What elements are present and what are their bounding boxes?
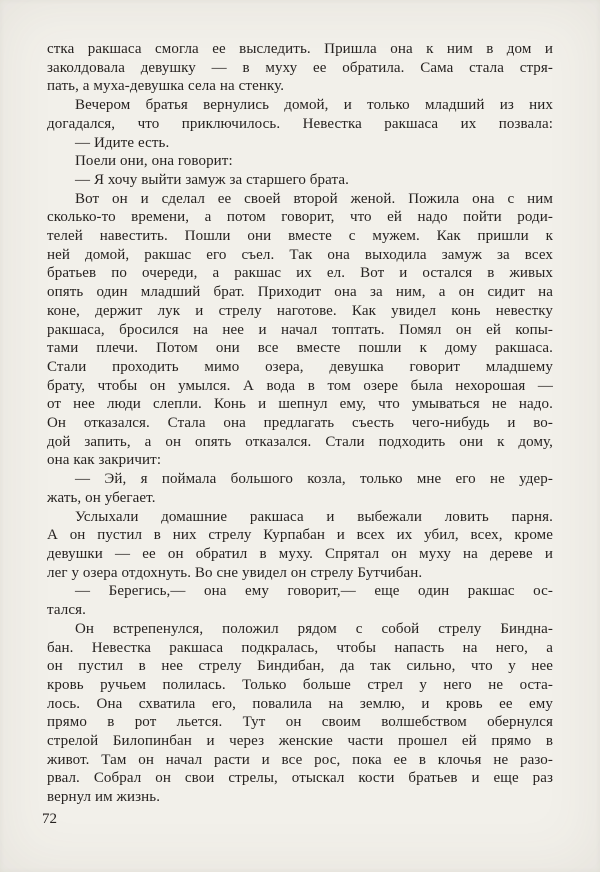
text-line: сколько-то времени, а потом говорит, что ей надо пойти роди- — [47, 209, 553, 226]
text-line: от нее люди слепли. Конь и шепнул ему, что умываться не надо. — [47, 396, 553, 413]
text-line: Поели они, она говорит: — [75, 153, 233, 170]
paragraph — [47, 171, 553, 190]
text-line: брату, чтобы он умылся. А вода в том озере была нехорошая — — [47, 377, 553, 394]
text-line: Стали проходить мимо озера, девушка говорит младшему — [47, 358, 553, 375]
text-line: ракшаса, бросился на нее и начал топтать. Помял он ей копы- — [47, 321, 553, 338]
text-line: Услыхали домашние ракшаса и выбежали ловить парня. — [75, 508, 553, 525]
text-line: опять один младший брат. Приходит она за ним, а он сидит на — [47, 284, 553, 301]
page-number: 72 — [42, 811, 57, 827]
text-line: Он встрепенулся, положил рядом с собой стрелу Биндна- — [75, 620, 553, 637]
text-line: прямо в рот льется. Тут он своим волшебством обернулся — [47, 714, 553, 731]
text-line: дой запить, а он опять отказался. Стали подходить они к дому, — [47, 433, 553, 450]
text-line: бан. Невестка ракшаса подкралась, чтобы напасть на него, а — [47, 639, 553, 656]
paragraph — [47, 152, 553, 171]
paragraph — [47, 134, 553, 153]
text-line: братьев по очереди, а ракшас их ел. Вот и остался в живых — [47, 265, 553, 282]
text-line: рвал. Собрал он свои стрелы, отыскал кости братьев и еще раз — [47, 770, 553, 787]
text-line: лось. Она схватила его, повалила на землю, и кровь ее ему — [47, 695, 553, 712]
paragraph — [47, 582, 553, 619]
text-line: тался. — [47, 602, 86, 619]
text-line: девушки — ее он обратил в муху. Спрятал он муху на дереве и — [47, 545, 553, 562]
text-line: — Я хочу выйти замуж за старшего брата. — [75, 171, 349, 188]
text-line: тами плечи. Потом они все вместе пошли к дому ракшаса. — [47, 340, 553, 357]
text-line: жать, он убегает. — [47, 489, 156, 506]
text-line: А он пустил в них стрелу Курпабан и всех их убил, всех, кроме — [47, 527, 553, 544]
text-block — [47, 40, 553, 807]
text-line: он пустил в нее стрелу Биндибан, да так сильно, что у нее — [47, 658, 553, 675]
text-line: — Берегись,— она ему говорит,— еще один ракшас ос- — [75, 583, 553, 600]
text-line: вернул им жизнь. — [47, 789, 161, 806]
text-line: Вот он и сделал ее своей второй женой. Пожила она с ним — [75, 190, 553, 207]
paragraph — [47, 96, 553, 133]
paragraph — [47, 508, 553, 583]
paragraph — [47, 190, 553, 471]
text-line: коне, держит лук и стрелу наготове. Как увидел конь невестку — [47, 302, 553, 319]
text-line: — Эй, я поймала большого козла, только мне его не удер- — [75, 471, 553, 488]
text-line: догадался, что приключилось. Невестка ракшаса их позвала: — [47, 115, 553, 132]
paragraph — [47, 620, 553, 807]
text-line: ней домой, ракшас его съел. Так она выходила замуж за всех — [47, 246, 553, 263]
text-line: — Идите есть. — [75, 134, 170, 151]
text-line: Он отказался. Стала она предлагать съесть чего-нибудь и во- — [47, 415, 553, 432]
text-line: пать, а муха-девушка села на стенку. — [47, 78, 285, 95]
text-line: стрелой Билопинбан и через женские части прошел ей прямо в — [47, 733, 553, 750]
text-line: заколдовала девушку — в муху ее обратила. Сама стала стря- — [47, 59, 553, 76]
text-line: стка ракшаса смогла ее выследить. Пришла она к ним в дом и — [47, 41, 553, 57]
text-line: кровь ручьем полилась. Только больше стрел у него не оста- — [47, 676, 553, 693]
paragraph — [47, 470, 553, 507]
text-line: лег у озера отдохнуть. Во сне увидел он стрелу Бутчибан. — [47, 564, 423, 581]
text-line: она как закричит: — [47, 452, 162, 469]
text-line: телей навестить. Пошли они вместе с мужем. Как пришли к — [47, 228, 553, 245]
text-line: живот. Там он начал расти и все рос, пока ее в клочья не разо- — [47, 751, 553, 768]
text-line: Вечером братья вернулись домой, и только младший из них — [75, 97, 553, 114]
paragraph — [47, 40, 553, 96]
